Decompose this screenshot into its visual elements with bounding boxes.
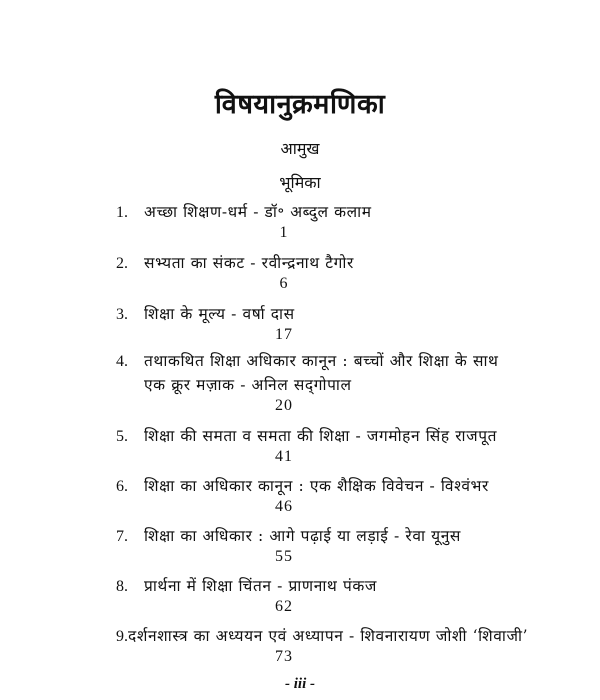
entry-number: 2.	[116, 255, 128, 272]
entry-title-continuation: एक क्रूर मज़ाक - अनिल सद्‌गोपाल	[144, 376, 352, 394]
toc-entry-6[interactable]	[116, 474, 516, 520]
entry-number: 6.	[116, 478, 128, 495]
entry-page-number: 41	[275, 448, 293, 465]
entry-title: अच्छा शिक्षण-धर्म - डॉ॰ अब्दुल कलाम	[144, 203, 372, 221]
entry-title: शिक्षा की समता व समता की शिक्षा - जगमोहन सिंह राजपूत	[144, 427, 498, 445]
entry-page-number: 73	[275, 648, 293, 665]
entry-number: 4.	[116, 353, 128, 370]
entry-number: 5.	[116, 428, 128, 445]
entry-page-number: 20	[275, 397, 293, 414]
toc-entry-8[interactable]	[116, 574, 516, 620]
entry-page-number: 1	[279, 224, 289, 241]
entry-title: प्रार्थना में शिक्षा चिंतन - प्राणनाथ पंकज	[144, 577, 377, 595]
toc-entry-3[interactable]	[116, 302, 516, 348]
entry-title: दर्शनशास्त्र का अध्ययन एवं अध्यापन - शिवनारायण जोशी ‘शिवाजी’	[128, 627, 529, 645]
entry-title: शिक्षा के मूल्य - वर्षा दास	[144, 305, 295, 323]
entry-number: 3.	[116, 306, 128, 323]
entry-title: सभ्यता का संकट - रवीन्द्रनाथ टैगोर	[144, 254, 354, 272]
entry-title: तथाकथित शिक्षा अधिकार कानून : बच्चों और शिक्षा के साथ	[144, 352, 499, 370]
entry-page-number: 62	[275, 598, 293, 615]
toc-entry-4[interactable]	[116, 349, 516, 419]
entry-page-number: 55	[275, 548, 293, 565]
toc-entry-2[interactable]	[116, 251, 516, 297]
entry-page-number: 46	[275, 498, 293, 515]
entry-number: 8.	[116, 578, 128, 595]
entry-number: 9.	[116, 628, 128, 645]
toc-entry-1[interactable]	[116, 200, 516, 246]
front-matter-foreword: आमुख	[280, 139, 320, 158]
page-folio: - iii -	[285, 676, 315, 692]
page-title: विषयानुक्रमणिका	[214, 89, 386, 120]
front-matter-introduction: भूमिका	[279, 173, 321, 192]
entry-page-number: 6	[279, 275, 289, 292]
entry-number: 1.	[116, 204, 128, 221]
toc-entry-7[interactable]	[116, 524, 516, 570]
toc-entry-9[interactable]	[116, 624, 529, 670]
entry-page-number: 17	[275, 326, 293, 343]
toc-entry-5[interactable]	[116, 424, 516, 470]
entry-number: 7.	[116, 528, 128, 545]
entry-title: शिक्षा का अधिकार कानून : एक शैक्षिक विवेचन - विश्वंभर	[144, 477, 489, 495]
entry-title: शिक्षा का अधिकार : आगे पढ़ाई या लड़ाई - रेवा यूनुस	[144, 527, 461, 545]
